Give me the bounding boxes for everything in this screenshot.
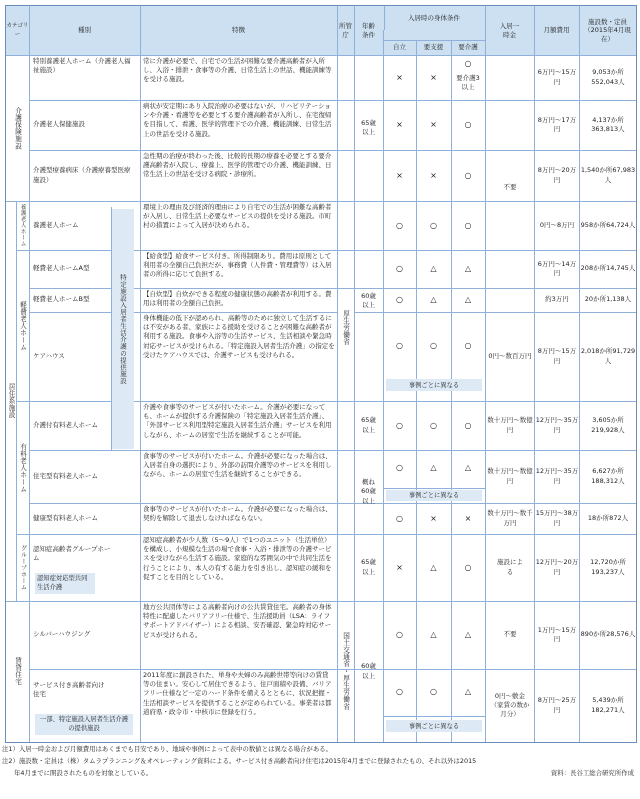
case-varies-note: 事例ごとに異なる bbox=[386, 379, 482, 391]
lump-sum: 施設による bbox=[497, 558, 523, 576]
category-rental: 賃貸住宅 bbox=[13, 657, 22, 686]
type-cell: 特別養護老人ホーム（介護老人福祉施設） bbox=[33, 57, 131, 75]
status-support: × bbox=[430, 170, 437, 180]
ministry-mlit: 国土交通省・厚生労働省 bbox=[341, 632, 350, 711]
header-monthly: 月額費用 bbox=[543, 26, 570, 35]
type-cell: 健康型有料老人ホーム bbox=[33, 513, 98, 522]
status-care: △ bbox=[464, 295, 472, 305]
status-support: ○ bbox=[430, 341, 437, 351]
status-support: × bbox=[430, 120, 437, 130]
header-ministry: 所管庁 bbox=[339, 22, 352, 39]
status-care: △ bbox=[464, 463, 472, 473]
facility-count: 208か所14,745人 bbox=[580, 264, 636, 273]
status-independent: ○ bbox=[396, 513, 403, 523]
status-support: △ bbox=[430, 295, 437, 305]
monthly-cost: 1万円～15万円 bbox=[537, 625, 577, 643]
status-support: × bbox=[430, 513, 437, 523]
status-care: △ bbox=[464, 264, 472, 274]
age-cell: 65歳以上 bbox=[361, 558, 376, 576]
facility-count: 5,439か所182,271人 bbox=[591, 696, 625, 714]
header-age: 年齢条件 bbox=[362, 22, 375, 39]
type-cell: 住宅型有料老人ホーム bbox=[33, 471, 98, 480]
monthly-cost: 8万円～15万円 bbox=[537, 347, 577, 365]
facility-count: 6,627か所188,312人 bbox=[591, 467, 625, 485]
ministry-mhlw: 厚生労働省 bbox=[341, 310, 350, 346]
status-support: △ bbox=[430, 630, 437, 640]
feature-cell: 食事等のサービスが付いたホーム。介護が必要になった場合は、入居者自身の選択により、外部の訪問介護等のサービスを利用しながら、ホームの居室で生活を継続することができる。 bbox=[143, 452, 332, 479]
lump-sum: 数十万円～数億円 bbox=[487, 467, 533, 485]
status-care: △ bbox=[464, 630, 472, 640]
feature-cell: 認知症高齢者が少人数（5～9人）で1つのユニット（生活単位）を構成し、小規模な生活の場で食事・入浴・排泄等の介護サービスを受けながら生活する施設。家庭的な雰囲気の中で共同生活を行うことにより、本人の有する能力を引き出し、認知症の緩和を促すことを目的としている。 bbox=[143, 536, 332, 581]
status-care: △ bbox=[464, 687, 472, 697]
facility-count: 958か所64,724人 bbox=[580, 220, 636, 229]
lump-sum: 0円～敷金（家賃の数か月分） bbox=[490, 691, 530, 719]
lump-sum: 数十万円～数億円 bbox=[487, 416, 533, 434]
type-cell: サービス付き高齢者向け住宅 bbox=[33, 681, 105, 699]
status-care: ○ bbox=[464, 420, 472, 430]
monthly-cost: 15万円～38万円 bbox=[535, 509, 579, 527]
lump-sum: 数十万円～数千万円 bbox=[487, 509, 533, 527]
monthly-cost: 6万円～14万円 bbox=[537, 259, 577, 277]
status-care: ○ bbox=[464, 120, 472, 130]
status-independent: ○ bbox=[396, 264, 403, 274]
comparison-table bbox=[5, 5, 637, 743]
lump-sum: 0円～数百万円 bbox=[488, 351, 532, 360]
feature-cell: 病状が安定期にあり入院治療の必要はないが、リハビリテーションや介護・看護等を必要とする要介護高齢者が入所し、在宅復帰を目指して、看護、医学的管理下での介護、機能訓練、日常生活上の世話を受ける施設。 bbox=[143, 102, 332, 138]
feature-cell: 急性期の治療が終わった後、比較的長期の療養を必要とする要介護高齢者が入院し、療養上、医学的管理での介護、機能訓練、日常生活上の世話を受ける病院・診療所。 bbox=[143, 152, 332, 179]
status-care: × bbox=[464, 513, 472, 523]
status-care: ○ bbox=[464, 170, 472, 180]
status-independent: ○ bbox=[396, 630, 403, 640]
status-care: ○ bbox=[464, 562, 472, 572]
header-care: 要介護 bbox=[458, 43, 478, 52]
age-cell: 60歳以上 bbox=[361, 662, 376, 680]
status-independent: ○ bbox=[396, 463, 403, 473]
status-independent: ○ bbox=[396, 687, 403, 697]
footnote-2-cont: 年4月までに開設されたものを対象としている。 bbox=[14, 769, 153, 777]
type-sub-label: 一部、特定施設入居者生活介護の提供施設 bbox=[35, 714, 133, 735]
header-lump-sum: 入居一時金 bbox=[499, 22, 520, 39]
status-independent: × bbox=[396, 562, 403, 572]
status-independent: ○ bbox=[396, 295, 403, 305]
status-care: ○ bbox=[464, 59, 472, 69]
monthly-cost: 12万円～20万円 bbox=[535, 558, 579, 576]
monthly-cost: 12万円～35万円 bbox=[535, 467, 579, 485]
header-category: カテゴリー bbox=[6, 23, 29, 38]
lump-sum: 不要 bbox=[503, 630, 517, 639]
age-cell: 65歳以上 bbox=[361, 118, 376, 136]
lump-sum: 不要 bbox=[503, 182, 517, 191]
type-cell: シルバーハウジング bbox=[33, 630, 91, 639]
category-keihi: 軽費老人ホーム bbox=[18, 300, 27, 351]
status-support: × bbox=[430, 72, 437, 82]
case-varies-note: 事例ごとに異なる bbox=[386, 720, 482, 732]
facility-count: 4,137か所363,813人 bbox=[591, 115, 625, 133]
feature-cell: 2011年度に創設された、単身や夫婦のみ高齢世帯等向けの賃貸等の住まい。安心して居住できるよう、住戸面積や設備、バリアフリー仕様など一定のハード条件を備えるとともに、状況把握・生活相談サービスを提供することが定められている。事業者は都道府県・政令市・中核市に登録を行う。 bbox=[143, 671, 332, 716]
status-independent: ○ bbox=[396, 220, 403, 230]
footnote-1: 注1）入居一時金および月額費用はあくまでも目安であり、地域や事例によって表中の数値とは異なる場合がある。 bbox=[2, 745, 332, 753]
status-care: ○ bbox=[464, 220, 472, 230]
header-support: 要支援 bbox=[423, 43, 444, 52]
status-support: △ bbox=[430, 562, 437, 572]
status-support: ○ bbox=[430, 687, 437, 697]
category-group: グループホーム bbox=[19, 544, 27, 591]
feature-cell: 常に介護が必要で、自宅での生活が困難な要介護高齢者が入所し、入浴・排泄・食事等の介護、日常生活上の世話、機能訓練等を受ける施設。 bbox=[143, 57, 332, 84]
facility-count: 18か所872人 bbox=[587, 513, 629, 522]
category-welfare-home: 養護老人ホーム bbox=[19, 204, 26, 247]
header-type: 種別 bbox=[78, 26, 91, 35]
monthly-cost: 8万円～17万円 bbox=[537, 115, 577, 133]
status-independent: ○ bbox=[396, 420, 403, 430]
facility-count: 12,720か所193,237人 bbox=[590, 558, 626, 576]
monthly-cost: 12万円～35万円 bbox=[535, 416, 579, 434]
header-independent: 自立 bbox=[393, 43, 406, 52]
status-independent: ○ bbox=[396, 341, 403, 351]
footnote-2: 注2）施設数・定員は（株）タムラプランニング＆オペレーティング資料による。サービス付き高齢者向け住宅は2015年4月までに登録されたもの、それ以外は2015 bbox=[2, 757, 477, 765]
age-cell: 65歳以上 bbox=[361, 416, 376, 434]
status-support: ○ bbox=[430, 220, 437, 230]
feature-cell: 身体機能の低下が認められ、高齢等のために独立して生活するには不安がある者、家族による援助を受けることが困難な高齢者が利用する施設。食事や入浴等の生活サービス、生活相談や緊急時対応サービスが受けられる。「特定施設入居者生活介護」の指定を受けたケアハウスでは、介護サービスも受けられる。 bbox=[143, 314, 335, 359]
source-note: 資料：長谷工総合研究所作成 bbox=[550, 769, 634, 777]
type-cell: 介護付有料老人ホーム bbox=[33, 420, 98, 429]
monthly-cost: 0円～8万円 bbox=[539, 220, 575, 229]
status-support: △ bbox=[430, 264, 437, 274]
facility-count: 9,053か所552,043人 bbox=[591, 68, 625, 86]
category-residential: 居住系施設 bbox=[7, 383, 15, 419]
feature-cell: 食事等のサービスが付いたホーム。介護が必要になった場合は、契約を解除して退去しなければならない。 bbox=[143, 505, 332, 523]
type-cell: 介護老人保健施設 bbox=[33, 120, 85, 129]
monthly-cost: 約3万円 bbox=[545, 295, 569, 304]
feature-cell: 地方公共団体等による高齢者向けの公共賃貸住宅。高齢者の身体特性に配慮したバリアフリー仕様で、生活援助員（LSA：ライフサポートアドバイザー）による相談、安否確認、緊急時対応サービスが受けられる。 bbox=[143, 603, 332, 639]
age-cell: 60歳以上 bbox=[361, 291, 376, 309]
status-independent: × bbox=[396, 72, 403, 82]
header-facility-count: 施設数・定員（2015年4月現在） bbox=[584, 17, 631, 43]
status-support: ○ bbox=[430, 420, 437, 430]
age-cell: 概ね60歳以上 bbox=[361, 478, 376, 505]
type-cell: 認知症高齢者グループホーム bbox=[33, 545, 111, 563]
monthly-cost: 8万円～20万円 bbox=[537, 166, 577, 184]
category-paid: 有料老人ホーム bbox=[18, 442, 27, 493]
type-sub-label: 認知症対応型共同生活介護 bbox=[35, 573, 95, 594]
facility-count: 1,540か所67,983人 bbox=[580, 166, 636, 184]
type-cell: 軽費老人ホームB型 bbox=[33, 295, 90, 304]
monthly-cost: 8万円～25万円 bbox=[537, 696, 577, 714]
facility-count: 3,605か所219,928人 bbox=[591, 416, 625, 434]
type-cell: ケアハウス bbox=[33, 351, 65, 360]
case-varies-note: 事例ごとに異なる bbox=[386, 490, 482, 501]
status-independent: × bbox=[396, 170, 403, 180]
feature-cell: 【給食型】給食サービス付き。所得制限あり。費用は原則として利用者の全額自己負担だが、事務費（人件費・管理費等）は入居者の所得に応じて負担する。 bbox=[143, 252, 332, 279]
status-care: ○ bbox=[464, 341, 472, 351]
feature-cell: 【自炊型】自炊ができる程度の健康状態の高齢者が利用する。費用は利用者の全額自己負担。 bbox=[143, 290, 332, 308]
status-care-note: 要介護3以上 bbox=[456, 73, 480, 91]
header-body-condition: 入居時の身体条件 bbox=[408, 13, 460, 22]
header-feature: 特徴 bbox=[232, 26, 245, 35]
feature-cell: 介護や食事等のサービスが付いたホーム。介護が必要になっても、ホームが提供する介護保険の「特定施設入居者生活介護」、「外部サービス利用型特定施設入居者生活介護」サービスを利用しながら、ホームの居室で生活を継続することが可能。 bbox=[143, 403, 332, 439]
type-cell: 軽費老人ホームA型 bbox=[33, 264, 90, 273]
facility-count: 890か所28,576人 bbox=[580, 630, 636, 639]
designated-facility-label: 特定施設入居者生活介護の提供施設 bbox=[112, 209, 134, 449]
monthly-cost: 6万円～15万円 bbox=[537, 68, 577, 86]
type-cell: 介護型療養病床（介護療養型医療施設） bbox=[33, 166, 131, 184]
feature-cell: 環境上の理由及び経済的理由により自宅での生活が困難な高齢者が入居し、日常生活上必要なサービスの提供を受ける施設。市町村の措置によって入居が決められる。 bbox=[143, 203, 332, 230]
facility-count: 2,018か所91,729人 bbox=[580, 347, 636, 365]
status-support: △ bbox=[430, 463, 437, 473]
status-independent: × bbox=[396, 120, 403, 130]
type-cell: 養護老人ホーム bbox=[33, 220, 79, 229]
category-care-insurance: 介護保険施設 bbox=[13, 106, 22, 150]
facility-count: 20か所1,138人 bbox=[584, 295, 632, 304]
